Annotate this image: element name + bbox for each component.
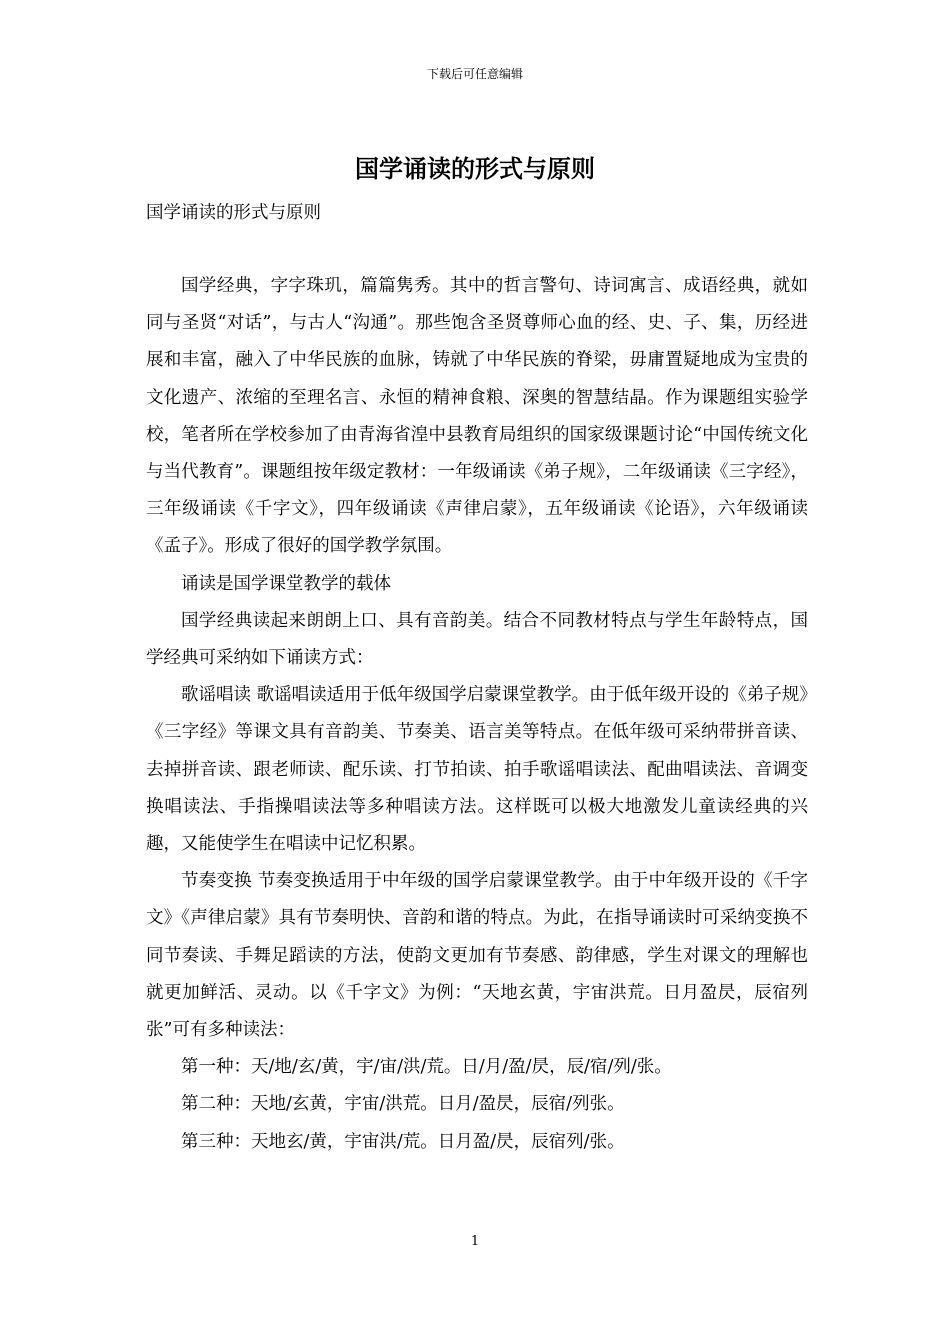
- document-subtitle: 国学诵读的形式与原则: [146, 203, 321, 223]
- reading-method-3: 第三种：天地玄/黄，宇宙洪/荒。日月盈/昃，辰宿列/张。: [181, 1131, 625, 1152]
- reading-method-2: 第二种：天地/玄黄，宇宙/洪荒。日月/盈昃，辰宿/列张。: [181, 1094, 625, 1115]
- paragraph-intro: 国学经典，字字珠玑，篇篇隽秀。其中的哲言警句、诗词寓言、成语经典，就如同与圣贤“对话”，与古人“沟通”。那些饱含圣贤尊师心血的经、史、子、集，历经进展和丰富，融入了中华民族的血脉，铸就了中华民族的脊梁，毋庸置疑地成为宝贵的文化遗产、浓缩的至理名言、永恒的精神食粮、深奥的智慧结晶。作为课题组实验学校，笔者所在学校参加了由青海省湟中县教育局组织的国家级课题讨论“中国传统文化与当代教育”。课题组按年级定教材：一年级诵读《弟子规》，二年级诵读《三字经》，三年级诵读《千字文》，四年级诵读《声律启蒙》，五年级诵读《论语》，六年级诵读《孟子》。形成了很好的国学教学氛围。: [146, 276, 808, 557]
- paragraph-song-reading: 歌谣唱读 歌谣唱读适用于低年级国学启蒙课堂教学。由于低年级开设的《弟子规》《三字经》等课文具有音韵美、节奏美、语言美等特点。在低年级可采纳带拼音读、去掉拼音读、跟老师读、配乐读、打节拍读、拍手歌谣唱读法、配曲唱读法、音调变换唱读法、手指操唱读法等多种唱读方法。这样既可以极大地激发儿童读经典的兴趣，又能使学生在唱读中记忆积累。: [146, 685, 808, 855]
- document-body: [146, 268, 808, 1161]
- paragraph-methods: 国学经典读起来朗朗上口、具有音韵美。结合不同教材特点与学生年龄特点，国学经典可采纳如下诵读方式：: [146, 610, 808, 669]
- document-title: 国学诵读的形式与原则: [355, 154, 595, 183]
- header-note: 下载后可任意编辑: [426, 67, 523, 81]
- paragraph-rhythm-change: 节奏变换 节奏变换适用于中年级的国学启蒙课堂教学。由于中年级开设的《千字文》《声律启蒙》具有节奏明快、音韵和谐的特点。为此，在指导诵读时可采纳变换不同节奏读、手舞足蹈读的方法，使韵文更加有节奏感、韵律感，学生对课文的理解也就更加鲜活、灵动。以《千字文》为例：“天地玄黄，宇宙洪荒。日月盈昃，辰宿列张”可有多种读法：: [146, 871, 808, 1041]
- reading-method-1: 第一种：天/地/玄/黄，宇/宙/洪/荒。日/月/盈/昃，辰/宿/列/张。: [181, 1057, 672, 1078]
- page-number: 1: [470, 1234, 480, 1249]
- section-heading: 诵读是国学课堂教学的载体: [181, 573, 391, 594]
